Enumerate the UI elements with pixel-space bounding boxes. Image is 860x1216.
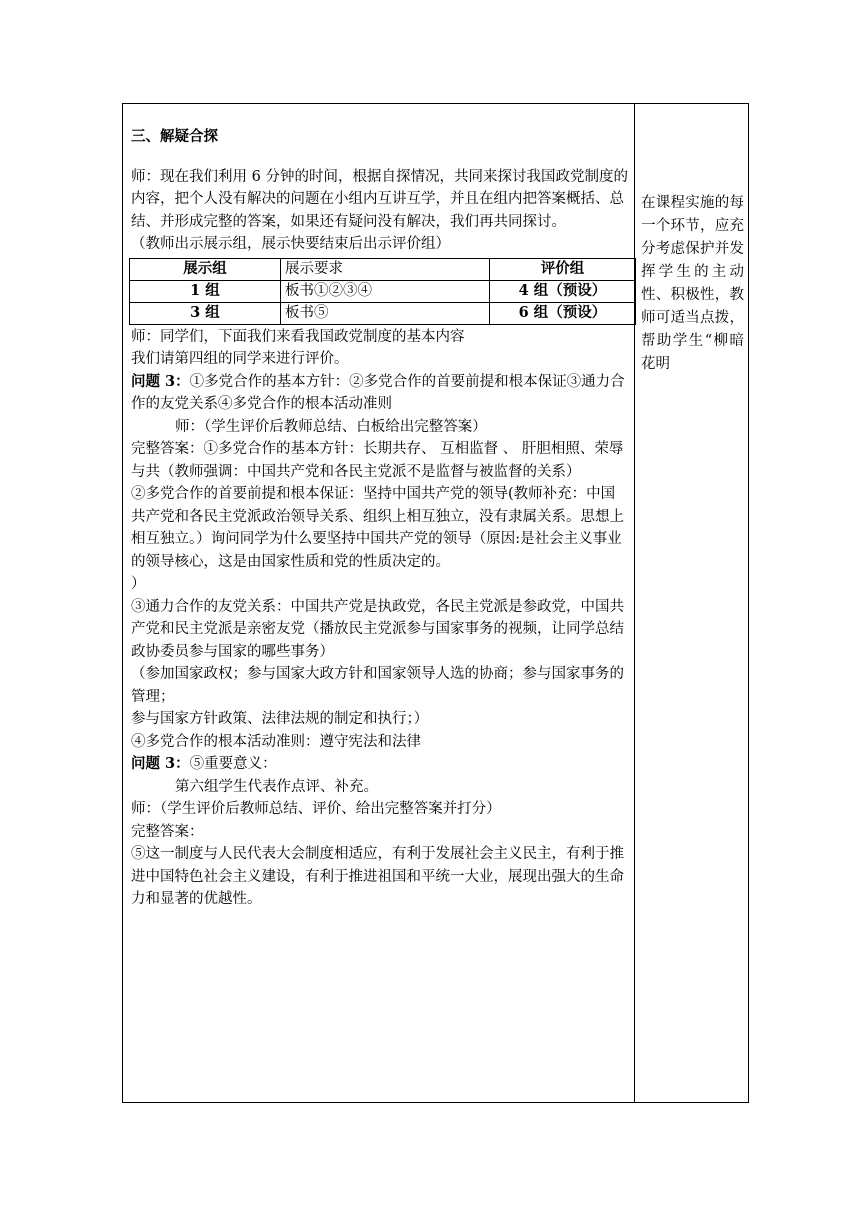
answer-2: ②多党合作的首要前提和根本保证：坚持中国共产党的领导(教师补充：中国共产党和各民主党派政治领导关系、组织上相互独立，没有隶属关系。思想上相互独立。）询问同学为什么要坚持中国共产党的领导（原因:是社会主义事业的领导核心，这是由国家性质和党的性质决定的。 <box>131 486 624 570</box>
table-row <box>130 280 636 302</box>
question-text: ⑤重要意义： <box>189 756 277 772</box>
teacher-line: 师：（学生评价后教师总结、评价、给出完整答案并打分） <box>131 801 501 817</box>
table-cell: 4 组（预设） <box>490 280 636 302</box>
question-3b <box>131 753 629 776</box>
table-cell: 板书⑤ <box>281 302 490 324</box>
table-cell: 3 组 <box>130 302 281 324</box>
table-header-row <box>130 258 636 280</box>
answer-3-detail: （参加国家政权；参与国家大政方针和国家领导人选的协商；参与国家事务的管理； <box>131 666 624 705</box>
student-line: 第六组学生代表作点评、补充。 <box>175 778 378 795</box>
intro-paragraph: 师：现在我们利用 6 分钟的时间，根据自探情况，共同来探讨我国政党制度的内容，把个人没有解决的问题在小组内互讲互学，并且在组内把答案概括、总结、并形成完整的答案，如果还有疑问没有解决，我们再共同探讨。 <box>131 168 628 230</box>
question-3 <box>131 371 629 416</box>
table-cell: 1 组 <box>130 280 281 302</box>
table-header: 展示要求 <box>281 258 490 280</box>
teacher-note: （教师出示展示组，展示快要结束后出示评价组） <box>131 236 450 252</box>
column-divider <box>634 104 635 1102</box>
table-cell: 6 组（预设） <box>490 302 636 324</box>
answer-3: ③通力合作的友党关系：中国共产党是执政党，各民主党派是参政党，中国共产党和民主党派是亲密友党（播放民主党派参与国家事务的视频，让同学总结政协委员参与国家的哪些事务） <box>131 598 624 660</box>
answer-5: ⑤这一制度与人民代表大会制度相适应，有利于发展社会主义民主，有利于推进中国特色社会主义建设，有利于推进祖国和平统一大业，展现出强大的生命力和显著的优越性。 <box>131 846 624 907</box>
table-row <box>130 302 636 324</box>
main-column <box>131 126 629 911</box>
group-table <box>129 258 636 325</box>
answer-2-close: ） <box>131 576 146 592</box>
teacher-line: 我们请第四组的同学来进行评价。 <box>131 351 349 367</box>
table-header: 展示组 <box>130 258 281 280</box>
question-text: ①多党合作的基本方针：②多党合作的首要前提和根本保证③通力合作的友党关系④多党合作的根本活动准则 <box>131 373 625 412</box>
question-label: 问题 3： <box>131 372 190 390</box>
side-note: 在课程实施的每一个环节，应充分考虑保护并发挥学生的主动性、积极性，教师可适当点拨，帮助学生“柳暗花明 <box>641 195 744 372</box>
section-heading: 三、解疑合探 <box>131 128 218 145</box>
question-label: 问题 3： <box>131 755 190 772</box>
answer-label: 完整答案： <box>131 823 204 840</box>
table-header: 评价组 <box>490 258 636 280</box>
table-cell: 板书①②③④ <box>281 280 490 302</box>
lesson-table <box>122 103 749 1103</box>
teacher-line: 师：同学们，下面我们来看我国政党制度的基本内容 <box>131 328 465 345</box>
answer-3-detail: 参与国家方针政策、法律法规的制定和执行；） <box>131 711 429 727</box>
answer-4: ④多党合作的根本活动准则：遵守宪法和法律 <box>131 733 421 750</box>
answer-1: 完整答案：①多党合作的基本方针：长期共存、 互相监督 、 肝胆相照、荣辱与共（教师强调：中国共产党和各民主党派不是监督与被监督的关系） <box>131 441 624 480</box>
teacher-line: 师：（学生评价后教师总结、白板给出完整答案） <box>175 418 487 435</box>
